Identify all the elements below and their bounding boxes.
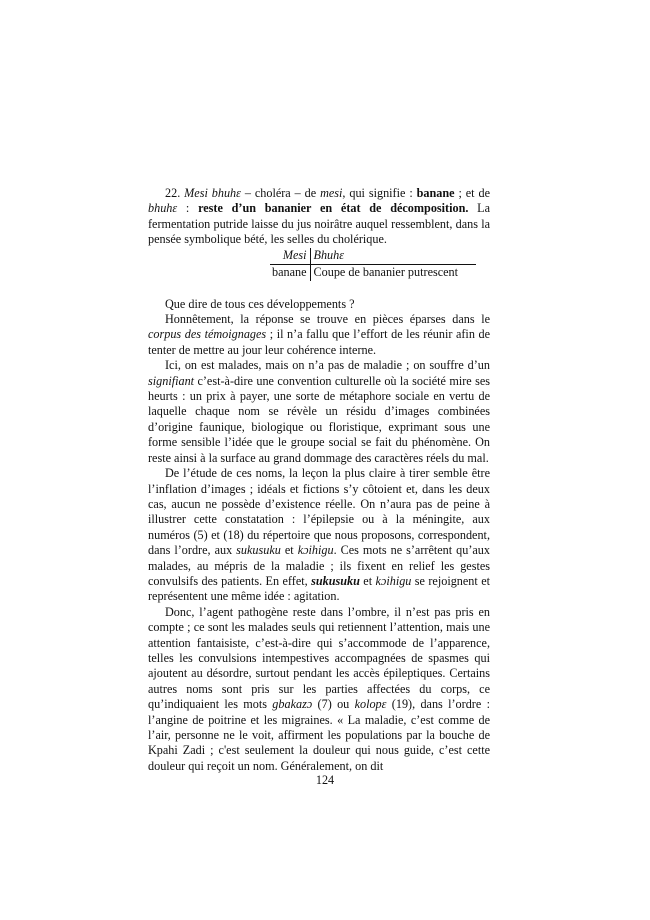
paragraph-text: ; il n’a fallu que l’effort de les réunir afin de tenter de mettre au jour leur cohérence interne.: [148, 327, 490, 357]
paragraph-text: se rejoignent et représentent une même idée : agitation.: [148, 573, 491, 604]
paragraph-text: Ici, on est malades, mais on n’a pas de maladie ; on souffre d’un: [165, 358, 490, 373]
entry-root: mesi: [320, 186, 343, 200]
paragraph-italic: kɔihigu: [375, 573, 412, 588]
page-number: 124: [315, 773, 335, 787]
paragraph-italic: kolopɛ: [354, 697, 387, 712]
paragraph-text: Honnêtement, la réponse se trouve en pièces éparses dans le: [165, 312, 490, 327]
paragraph-text: . Ces mots ne s’arrêtent qu’aux malades, au mépris de la maladie ; ils fixent en relief les gestes convulsifs des patients. En effet,: [148, 543, 490, 588]
paragraph-text: (7) ou: [312, 697, 355, 712]
entry-number: 22.: [165, 186, 181, 200]
paragraph-4: [148, 466, 490, 605]
paragraph-text: (19), dans l’ordre : l’angine de poitrine et les migraines. « La maladie, c’est comme de l’air, personne ne le voit, affirment les populations par la bouche de Kpahi Zadi ; c'est seulement la douleur qui nous guide, c’est cette douleur qui reçoit un nom. Généralement, on dit: [148, 697, 490, 773]
entry-banana: banane: [416, 186, 455, 200]
paragraph-3: [148, 358, 490, 466]
entry-text: :: [177, 201, 199, 216]
paragraph-text: et: [280, 543, 298, 558]
paragraph-1: Que dire de tous ces développements ?: [165, 296, 355, 311]
entry-text: ; et de: [454, 186, 490, 200]
paragraph-5: [148, 605, 490, 774]
paragraph-italic: sukusuku: [311, 573, 360, 588]
etymology-table: [270, 248, 476, 281]
table-header-1: Mesi: [270, 248, 310, 265]
entry-text: , qui signifie :: [342, 186, 417, 200]
entry-meaning: reste d’un bananier en état de décomposition.: [198, 201, 469, 216]
paragraph-text: Donc, l’agent pathogène reste dans l’ombre, il n’est pas pris en compte ; ce sont les malades seuls qui retiennent l’attention, mais une attention fantaisiste, c’est-à-dire qui s’accommode de l’apparence, telles les convulsions intempestives accompagnées de spasmes qui ajoutent au désordre, surtout pendant les accès épileptiques. Certains autres noms sont pris sur les parties affectées du corps, ce qu’indiquaient les mots: [148, 604, 490, 712]
paragraph-italic: corpus des témoignages: [148, 327, 267, 342]
paragraph-italic: sukusuku: [236, 543, 281, 558]
entry-term: Mesi bhuhɛ: [184, 186, 241, 200]
paragraph-text: De l’étude de ces noms, la leçon la plus claire à tirer semble être l’inflation d’images ; idéals et fictions s’y côtoient et, dans les deux cas, aucun ne possède d’existence réelle. On n’aura pas de peine à illustrer cette constatation : l’épilepsie ou à la méningite, aux numéros (5) et (18) du répertoire que nous proposons, correspondent, dans l’ordre, aux: [148, 466, 490, 558]
paragraph-italic: kɔihigu: [297, 543, 334, 558]
body-text: [148, 186, 490, 774]
table-header-2: Bhuhɛ: [310, 248, 476, 265]
entry-root-2: bhuhɛ: [148, 201, 178, 216]
paragraph-text: c’est-à-dire une convention culturelle où la société mire ses heurts : un prix à payer, une sorte de métaphore sociale en vertu de laquelle chaque nom se révèle un résidu d’images combinées d’origine faunique, biologique ou floristique, exprimant sous une forme sensible l’idée que le groupe social se fait du phénomène. On reste ainsi à la surface au grand dommage des caractères réels du mal.: [148, 373, 490, 465]
paragraph-2: [148, 312, 490, 358]
paragraph-italic: signifiant: [148, 373, 195, 388]
entry-text: – choléra – de: [240, 186, 321, 200]
entry-text: La fermentation putride laisse du jus noirâtre auquel ressemblent, dans la pensée symbolique bété, les selles du cholérique.: [148, 201, 490, 247]
paragraph-italic: gbakazɔ: [272, 697, 313, 712]
table-cell-1: banane: [270, 264, 310, 281]
entry-paragraph: [148, 186, 490, 248]
table-cell-2: Coupe de bananier putrescent: [313, 264, 459, 279]
paragraph-text: et: [359, 573, 376, 588]
